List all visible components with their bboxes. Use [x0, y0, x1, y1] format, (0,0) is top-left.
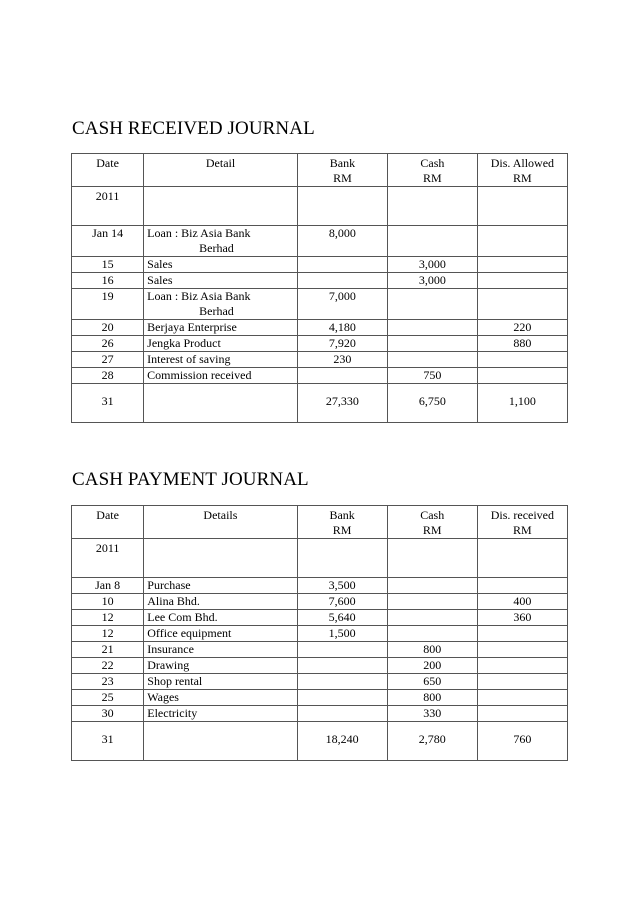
bank-cell: 7,920: [297, 336, 387, 352]
total-date: 31: [72, 384, 144, 423]
cash-cell: 200: [387, 658, 477, 674]
table-row: [72, 658, 568, 674]
detail-text: Interest of saving: [147, 352, 231, 366]
date-cell: 10: [72, 594, 144, 610]
total-detail-empty: [144, 384, 298, 423]
cash-cell: 800: [387, 642, 477, 658]
dis-cell: [477, 642, 567, 658]
table-row: [72, 594, 568, 610]
bank-cell: 5,640: [297, 610, 387, 626]
table-row: [72, 706, 568, 722]
detail-text: Loan : Biz Asia Bank: [147, 226, 251, 240]
header-dis-unit: RM: [513, 523, 532, 537]
cash-cell: [387, 626, 477, 642]
bank-cell: [297, 706, 387, 722]
total-bank: 27,330: [297, 384, 387, 423]
detail-cell: [144, 289, 298, 320]
date-cell: 27: [72, 352, 144, 368]
detail-text: Sales: [147, 273, 173, 287]
header-dis-unit: RM: [513, 171, 532, 185]
total-row: [72, 384, 568, 423]
bank-cell: 8,000: [297, 226, 387, 257]
total-date: 31: [72, 722, 144, 761]
cash-cell: [387, 610, 477, 626]
header-dis: [477, 506, 567, 539]
year-row: [72, 539, 568, 578]
detail-cell: [144, 674, 297, 690]
detail-text: Drawing: [147, 658, 190, 672]
year-bank-empty: [297, 539, 387, 578]
dis-cell: [477, 273, 567, 289]
detail-cell: [144, 226, 298, 257]
dis-cell: [477, 706, 567, 722]
detail-cell: [144, 642, 297, 658]
detail-text: Electricity: [147, 706, 198, 720]
cash-cell: 3,000: [387, 273, 477, 289]
year-dis-empty: [477, 187, 567, 226]
detail-cell: [144, 273, 298, 289]
detail-cell: [144, 352, 298, 368]
detail-cell: [144, 257, 298, 273]
header-dis-label: Dis. received: [490, 508, 555, 522]
date-cell: 19: [72, 289, 144, 320]
detail-text: Alina Bhd.: [147, 594, 200, 608]
bank-cell: 7,600: [297, 594, 387, 610]
dis-cell: 880: [477, 336, 567, 352]
bank-cell: [297, 690, 387, 706]
date-cell: 26: [72, 336, 144, 352]
header-date: Date: [72, 506, 144, 539]
dis-cell: [477, 368, 567, 384]
detail-text-continued: Berhad: [199, 241, 234, 255]
table-row: [72, 578, 568, 594]
year-cell: 2011: [72, 187, 144, 226]
date-cell: 16: [72, 273, 144, 289]
header-dis: [477, 154, 567, 187]
bank-cell: 3,500: [297, 578, 387, 594]
header-bank: [297, 506, 387, 539]
year-dis-empty: [477, 539, 567, 578]
total-dis: 760: [477, 722, 567, 761]
cash-cell: 650: [387, 674, 477, 690]
cash-cell: 330: [387, 706, 477, 722]
detail-text: Commission received: [147, 368, 252, 382]
detail-cell: [144, 610, 297, 626]
header-detail: Details: [144, 506, 297, 539]
year-row: [72, 187, 568, 226]
year-detail-empty: [144, 539, 297, 578]
header-detail: Detail: [144, 154, 298, 187]
header-date: Date: [72, 154, 144, 187]
detail-cell: [144, 706, 297, 722]
header-bank-unit: RM: [332, 523, 352, 537]
header-row: [72, 154, 568, 187]
date-cell: 15: [72, 257, 144, 273]
cash-cell: [387, 336, 477, 352]
detail-text: Purchase: [147, 578, 191, 592]
date-cell: 25: [72, 690, 144, 706]
detail-text: Insurance: [147, 642, 194, 656]
cash-payment-title: CASH PAYMENT JOURNAL: [72, 469, 309, 490]
detail-cell: [144, 368, 298, 384]
dis-cell: 400: [477, 594, 567, 610]
header-cash: [387, 154, 477, 187]
total-row: [72, 722, 568, 761]
date-cell: 12: [72, 626, 144, 642]
bank-cell: [297, 658, 387, 674]
header-bank-label: Bank: [329, 156, 356, 170]
bank-cell: [297, 273, 387, 289]
bank-cell: 7,000: [297, 289, 387, 320]
header-cash-unit: RM: [423, 171, 442, 185]
date-cell: 23: [72, 674, 144, 690]
detail-text: Sales: [147, 257, 173, 271]
bank-cell: 1,500: [297, 626, 387, 642]
total-cash: 6,750: [387, 384, 477, 423]
cash-cell: 3,000: [387, 257, 477, 273]
total-bank: 18,240: [297, 722, 387, 761]
year-bank-empty: [297, 187, 387, 226]
dis-cell: [477, 578, 567, 594]
table-row: [72, 368, 568, 384]
header-bank-unit: RM: [333, 171, 352, 185]
detail-text: Office equipment: [147, 626, 232, 640]
cash-cell: 800: [387, 690, 477, 706]
dis-cell: [477, 674, 567, 690]
detail-cell: [144, 320, 298, 336]
detail-text: Jengka Product: [147, 336, 221, 350]
cash-received-table: [71, 153, 568, 423]
table-row: [72, 352, 568, 368]
date-cell: 21: [72, 642, 144, 658]
table-row: [72, 273, 568, 289]
date-cell: 12: [72, 610, 144, 626]
header-cash-label: Cash: [420, 508, 445, 522]
detail-cell: [144, 594, 297, 610]
detail-text-continued: Berhad: [199, 304, 234, 318]
detail-text: Lee Com Bhd.: [147, 610, 218, 624]
year-cell: 2011: [72, 539, 144, 578]
table-row: [72, 320, 568, 336]
table-row: [72, 257, 568, 273]
header-cash: [387, 506, 477, 539]
header-bank-label: Bank: [329, 508, 355, 522]
cash-cell: [387, 594, 477, 610]
bank-cell: [297, 257, 387, 273]
table-row: [72, 690, 568, 706]
bank-cell: 4,180: [297, 320, 387, 336]
dis-cell: 220: [477, 320, 567, 336]
table-row: [72, 226, 568, 257]
detail-text: Loan : Biz Asia Bank: [147, 289, 251, 303]
detail-cell: [144, 578, 297, 594]
table-row: [72, 610, 568, 626]
cash-cell: [387, 320, 477, 336]
detail-cell: [144, 690, 297, 706]
detail-cell: [144, 658, 297, 674]
cash-cell: [387, 352, 477, 368]
total-detail-empty: [144, 722, 297, 761]
dis-cell: [477, 626, 567, 642]
year-detail-empty: [144, 187, 298, 226]
date-cell: 22: [72, 658, 144, 674]
header-row: [72, 506, 568, 539]
table-row: [72, 626, 568, 642]
dis-cell: [477, 658, 567, 674]
dis-cell: [477, 226, 567, 257]
bank-cell: [297, 642, 387, 658]
cash-received-title: CASH RECEIVED JOURNAL: [72, 118, 315, 139]
year-cash-empty: [387, 187, 477, 226]
cash-payment-table: [71, 505, 568, 761]
bank-cell: [297, 368, 387, 384]
dis-cell: [477, 690, 567, 706]
detail-text: Berjaya Enterprise: [147, 320, 237, 334]
cash-cell: 750: [387, 368, 477, 384]
dis-cell: [477, 257, 567, 273]
date-cell: 30: [72, 706, 144, 722]
dis-cell: [477, 352, 567, 368]
table-row: [72, 289, 568, 320]
date-cell: Jan 8: [72, 578, 144, 594]
date-cell: Jan 14: [72, 226, 144, 257]
dis-cell: [477, 289, 567, 320]
detail-cell: [144, 336, 298, 352]
table-row: [72, 642, 568, 658]
date-cell: 20: [72, 320, 144, 336]
dis-cell: 360: [477, 610, 567, 626]
total-dis: 1,100: [477, 384, 567, 423]
detail-text: Wages: [147, 690, 179, 704]
bank-cell: 230: [297, 352, 387, 368]
detail-cell: [144, 626, 297, 642]
cash-cell: [387, 578, 477, 594]
table-row: [72, 674, 568, 690]
table-row: [72, 336, 568, 352]
bank-cell: [297, 674, 387, 690]
date-cell: 28: [72, 368, 144, 384]
year-cash-empty: [387, 539, 477, 578]
cash-cell: [387, 289, 477, 320]
header-dis-label: Dis. Allowed: [490, 156, 555, 170]
detail-text: Shop rental: [147, 674, 203, 688]
total-cash: 2,780: [387, 722, 477, 761]
cash-cell: [387, 226, 477, 257]
header-cash-unit: RM: [422, 523, 442, 537]
header-cash-label: Cash: [420, 156, 445, 170]
header-bank: [297, 154, 387, 187]
